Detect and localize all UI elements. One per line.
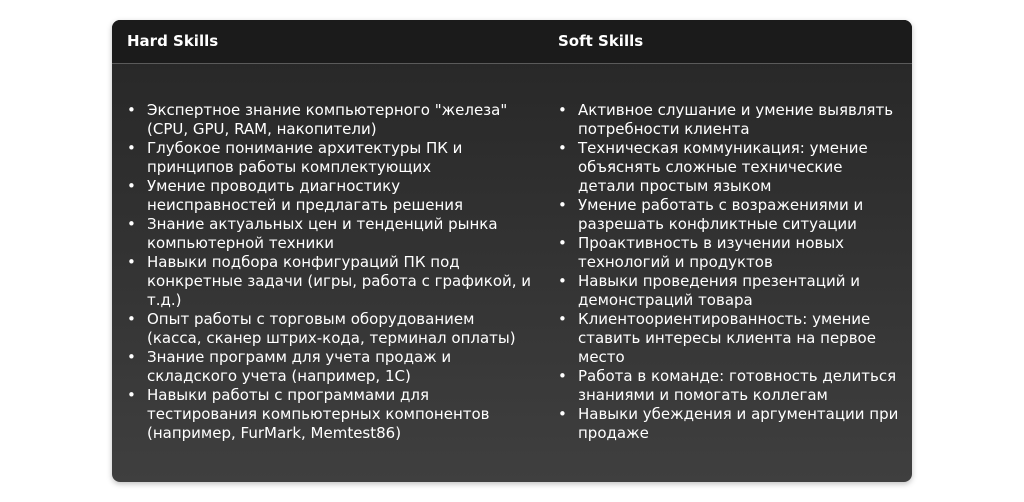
list-item: • Знание программ для учета продаж и складского учета (например, 1С)	[127, 348, 532, 386]
header-soft-skills: Soft Skills	[558, 32, 644, 50]
header-hard-skills: Hard Skills	[127, 32, 219, 50]
list-item: • Опыт работы с торговым оборудованием (касса, сканер штрих-кода, терминал оплаты)	[127, 310, 532, 348]
list-item: • Клиентоориентированность: умение ставить интересы клиента на первое место	[558, 310, 903, 367]
list-item: • Активное слушание и умение выявлять потребности клиента	[558, 101, 903, 139]
list-item: • Глубокое понимание архитектуры ПК и принципов работы комплектующих	[127, 139, 532, 177]
list-item: • Экспертное знание компьютерного "железа" (CPU, GPU, RAM, накопители)	[127, 101, 532, 139]
list-item: • Техническая коммуникация: умение объяснять сложные технические детали простым языком	[558, 139, 903, 196]
table-header	[112, 20, 912, 64]
soft-skills-list	[558, 101, 903, 443]
skills-table	[112, 20, 912, 482]
list-item: • Проактивность в изучении новых технологий и продуктов	[558, 234, 903, 272]
list-item: • Работа в команде: готовность делиться знаниями и помогать коллегам	[558, 367, 903, 405]
list-item: • Навыки убеждения и аргументации при продаже	[558, 405, 903, 443]
list-item: • Знание актуальных цен и тенденций рынка компьютерной техники	[127, 215, 532, 253]
list-item: • Умение проводить диагностику неисправностей и предлагать решения	[127, 177, 532, 215]
hard-skills-list	[127, 101, 532, 443]
list-item: • Умение работать с возражениями и разрешать конфликтные ситуации	[558, 196, 903, 234]
list-item: • Навыки подбора конфигураций ПК под конкретные задачи (игры, работа с графикой, и т.д.)	[127, 253, 532, 310]
list-item: • Навыки проведения презентаций и демонстраций товара	[558, 272, 903, 310]
list-item: • Навыки работы с программами для тестирования компьютерных компонентов (например, FurMark, Memtest86)	[127, 386, 532, 443]
